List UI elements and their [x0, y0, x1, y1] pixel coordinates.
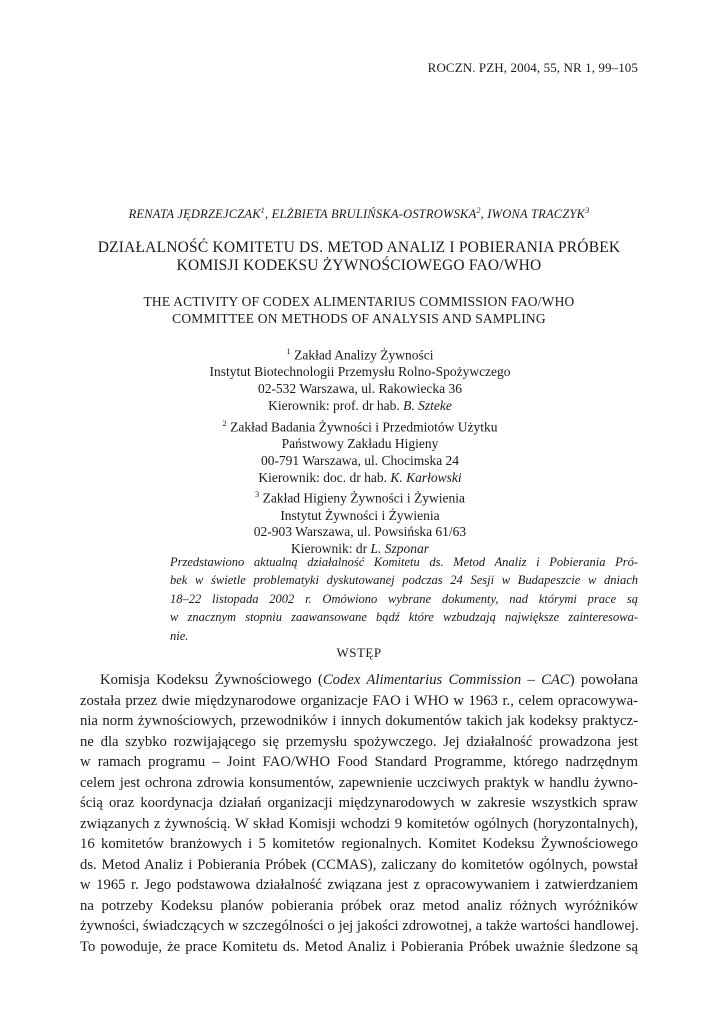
- body-text-run: ) powołana: [569, 672, 638, 688]
- title-english-line: THE ACTIVITY OF CODEX ALIMENTARIUS COMMISSION FAO/WHO: [143, 294, 575, 309]
- title-polish-line: DZIAŁALNOŚĆ KOMITETU DS. METOD ANALIZ I POBIERANIA PRÓBEK: [97, 239, 621, 256]
- author-affiliation-marker: 3: [585, 206, 590, 215]
- department-name: Zakład Higieny Żywności i Żywienia: [262, 490, 466, 506]
- affiliation-institute: Państwowy Zakładu Higieny: [281, 435, 439, 451]
- author-list: RENATA JĘDRZEJCZAK$^1$, ELŻBIETA BRULIŃSKA-OSTROWSKA$^2$, IWONA TRACZYK$^3$: [128, 206, 590, 222]
- body-line: na potrzeby Kodeksu planów pobierania próbek oraz metod analiz różnych wyróżników: [80, 897, 638, 914]
- abstract-line: Przedstawiono aktualną działalność Komitetu ds. Metod Analiz i Pobierania Pró-: [170, 555, 638, 569]
- head-label: Kierownik: dr: [291, 541, 368, 557]
- affiliation-department: [160, 486, 560, 507]
- body-paragraph: [80, 670, 638, 957]
- affiliations-block: [160, 343, 560, 558]
- affiliation-institute: Instytut Biotechnologii Przemysłu Rolno-Spożywczego: [209, 364, 511, 380]
- department-name: Zakład Analizy Żywności: [294, 347, 434, 363]
- head-label: Kierownik: doc. dr hab.: [258, 469, 387, 485]
- title-english: [80, 293, 638, 327]
- body-line: została przez dwie międzynarodowe organizacje FAO i WHO w 1963 r., celem opracowywa-: [80, 692, 638, 709]
- abstract: [170, 553, 638, 645]
- body-line: w 1965 r. Jego podstawowa działalność związana jest z opracowywaniem i zatwierdzaniem: [80, 877, 638, 893]
- body-line: w ramach programu – Joint FAO/WHO Food Standard Programme, którego nadrzędnym: [80, 754, 638, 770]
- title-english-line: COMMITTEE ON METHODS OF ANALYSIS AND SAMPLING: [172, 311, 546, 326]
- author-affiliation-marker: 2: [476, 206, 481, 215]
- head-name: L. Szponar: [370, 541, 429, 557]
- department-name: Zakład Badania Żywności i Przedmiotów Użytku: [230, 419, 498, 435]
- section-heading: WSTĘP: [336, 645, 382, 660]
- affiliation-head: [160, 398, 560, 415]
- affiliation-address: 02-903 Warszawa, ul. Powsińska 61/63: [253, 524, 467, 540]
- abstract-line: nie.: [170, 628, 189, 643]
- head-name: B. Szteke: [403, 397, 452, 413]
- affiliation-address: 00-791 Warszawa, ul. Chocimska 24: [260, 452, 460, 468]
- affiliation-number: 1: [286, 346, 291, 356]
- body-line: celem jest ochrona zdrowia konsumentów, zapewnienie uczciwych praktyk w handlu żywno-: [80, 774, 638, 791]
- author-affiliation-marker: 1: [260, 206, 265, 215]
- body-line: żywności, świadczących w szczególności o jej jakości zdrowotnej, a także wartości handlowej.: [80, 918, 639, 934]
- body-text-run: Komisja Kodeksu Żywnościowego (: [100, 672, 323, 688]
- head-name: K. Karłowski: [390, 469, 462, 485]
- title-polish-line: KOMISJI KODEKSU ŻYWNOŚCIOWEGO FAO/WHO: [176, 257, 542, 274]
- body-line: [80, 670, 638, 691]
- body-line: związanych z żywnością. W skład Komisji wchodzi 9 komitetów ogólnych (horyzontalnych),: [80, 815, 638, 832]
- title-polish: [80, 239, 638, 275]
- body-line: ścią oraz koordynacja działań organizacji międzynarodowych w zakresie wszystkich spraw: [80, 795, 638, 811]
- head-label: Kierownik: prof. dr hab.: [268, 397, 400, 413]
- affiliation-number: 3: [254, 489, 260, 500]
- body-italic-run: Codex Alimentarius Commission – CAC: [322, 672, 570, 688]
- author-name: IWONA TRACZYK: [487, 207, 586, 222]
- abstract-line: bek w świetle problematyki dyskutowanej podczas 24 Sesji w Budapeszcie w dniach: [170, 573, 638, 588]
- body-line: nia norm żywnościowych, przewodników i innych dokumentów takich jak kodeksy praktycz-: [80, 713, 638, 729]
- affiliation-address: 02-532 Warszawa, ul. Rakowiecka 36: [257, 381, 463, 397]
- affiliation-department: [160, 415, 560, 436]
- body-line: 16 komitetów branżowych i 5 komitetów regionalnych. Komitet Kodeksu Żywnościowego: [80, 836, 638, 852]
- author-name: ELŻBIETA BRULIŃSKA-OSTROWSKA: [271, 207, 477, 222]
- abstract-line: w znacznym stopniu zaawansowane bądź które wzbudzają największe zainteresowa-: [170, 610, 638, 625]
- author-name: RENATA JĘDRZEJCZAK: [128, 207, 261, 222]
- journal-reference: ROCZN. PZH, 2004, 55, NR 1, 99–105: [427, 60, 638, 75]
- abstract-line: 18–22 listopada 2002 r. Omówiono wybrane dokumenty, nad którymi prace są: [170, 591, 638, 606]
- affiliation-head: [160, 470, 560, 487]
- body-line: To powoduje, że prace Komitetu ds. Metod Analiz i Pobierania Próbek uważnie śledzone są: [80, 938, 638, 955]
- affiliation-department: [160, 343, 560, 364]
- affiliation-institute: Instytut Żywności i Żywienia: [280, 507, 440, 523]
- affiliation-number: 2: [222, 417, 227, 428]
- body-line: ne dla szybko rozwijającego się przemysłu spożywczego. Jej działalność prowadzona jest: [80, 733, 638, 750]
- body-line: ds. Metod Analiz i Pobierania Próbek (CCMAS), zaliczany do komitetów ogólnych, powstał: [80, 856, 638, 873]
